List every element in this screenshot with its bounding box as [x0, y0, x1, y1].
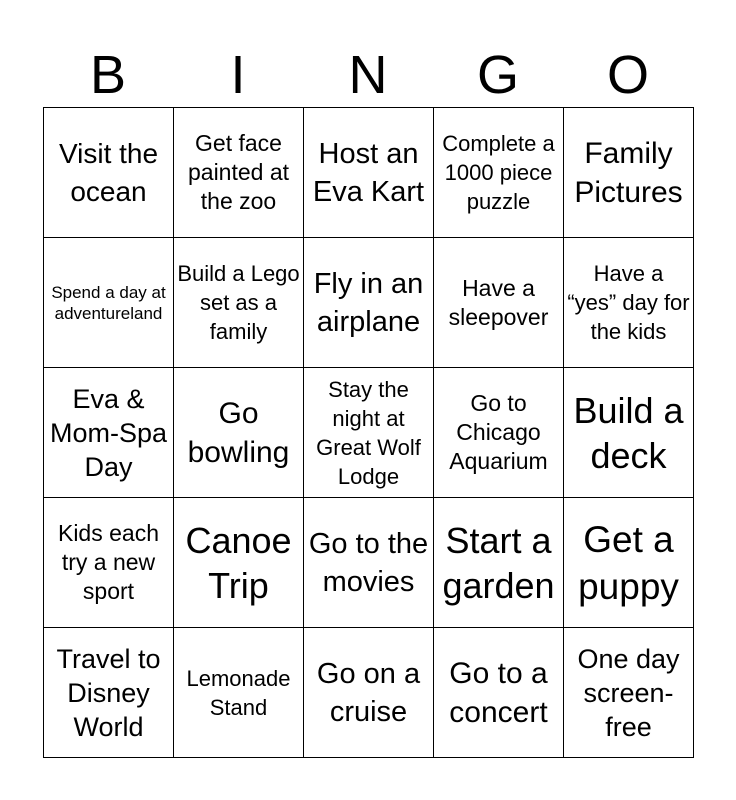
bingo-cell[interactable]: Travel to Disney World: [44, 628, 174, 758]
board-row: [44, 368, 694, 498]
bingo-cell[interactable]: Go to the movies: [304, 498, 434, 628]
bingo-cell[interactable]: One day screen-free: [564, 628, 694, 758]
bingo-cell[interactable]: Eva & Mom-Spa Day: [44, 368, 174, 498]
bingo-cell[interactable]: Fly in an airplane: [304, 238, 434, 368]
bingo-cell[interactable]: Go bowling: [174, 368, 304, 498]
bingo-cell[interactable]: Family Pictures: [564, 108, 694, 238]
bingo-board: [43, 107, 694, 758]
bingo-cell[interactable]: Complete a 1000 piece puzzle: [434, 108, 564, 238]
bingo-header: [43, 44, 693, 106]
bingo-cell[interactable]: Visit the ocean: [44, 108, 174, 238]
bingo-cell[interactable]: Have a sleepover: [434, 238, 564, 368]
bingo-cell[interactable]: Host an Eva Kart: [304, 108, 434, 238]
header-letter-i: I: [230, 45, 246, 105]
board-row: [44, 238, 694, 368]
bingo-cell[interactable]: Go on a cruise: [304, 628, 434, 758]
bingo-cell[interactable]: Have a “yes” day for the kids: [564, 238, 694, 368]
header-letter-b: B: [89, 45, 127, 105]
bingo-cell[interactable]: Lemonade Stand: [174, 628, 304, 758]
board-row: [44, 628, 694, 758]
bingo-cell[interactable]: Stay the night at Great Wolf Lodge: [304, 368, 434, 498]
bingo-cell[interactable]: Canoe Trip: [174, 498, 304, 628]
bingo-cell[interactable]: Spend a day at adventureland: [44, 238, 174, 368]
bingo-cell[interactable]: Go to Chicago Aquarium: [434, 368, 564, 498]
bingo-cell[interactable]: Go to a concert: [434, 628, 564, 758]
bingo-cell[interactable]: Get a puppy: [564, 498, 694, 628]
header-letter-n: N: [348, 45, 388, 105]
bingo-cell[interactable]: Kids each try a new sport: [44, 498, 174, 628]
header-letter-g: G: [476, 45, 519, 105]
board-row: [44, 108, 694, 238]
bingo-cell[interactable]: Build a deck: [564, 368, 694, 498]
bingo-cell[interactable]: Get face painted at the zoo: [174, 108, 304, 238]
header-letter-o: O: [606, 45, 649, 105]
bingo-cell[interactable]: Build a Lego set as a family: [174, 238, 304, 368]
board-row: [44, 498, 694, 628]
bingo-cell[interactable]: Start a garden: [434, 498, 564, 628]
